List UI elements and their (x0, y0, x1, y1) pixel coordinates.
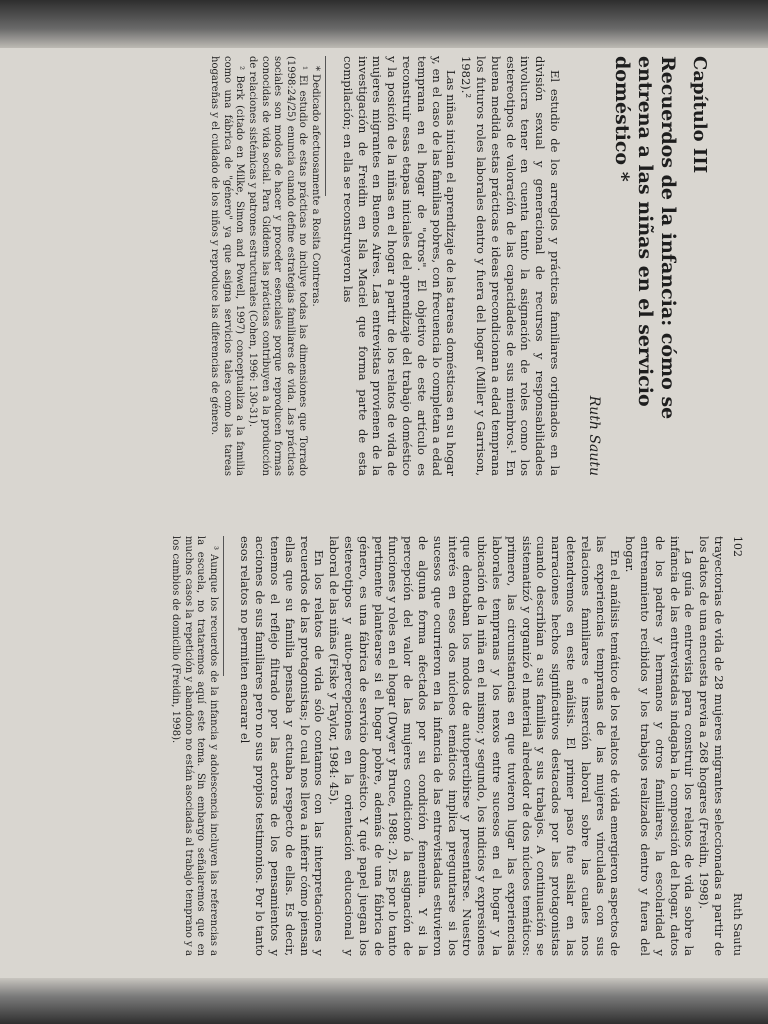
footnote: ¹ El estudio de estas prácticas no incluye todas las dimensiones que Torrado (1998:24/25) enuncia cuando define estrategias familiares de vida. Las prácticas sociales son modos de hacer y proceder esenciales porque reproducen formas conocidas de vida social. Para Giddens las prácticas contribuyen a la producción de relaciones sistémicas y patrones estructurales (Cohen, 1996: 130-31). (247, 56, 309, 476)
left-paragraph: El estudio de los arreglos y prácticas familiares originados en la división sexual y generacional de recursos y responsabilidades involucra tener en cuenta tanto la asignación de roles como los estereotipos de valoración de las capacidades de sus miembros.¹ En buena medida estas prácticas e ideas precondicionan a edad temprana los futuros roles laborales dentro y fuera del hogar (Miller y Garrison, 1982).² (459, 56, 562, 476)
left-running-head-spacer (726, 56, 744, 476)
page-number: 102 (731, 536, 744, 557)
footnote-rule (223, 536, 224, 676)
right-page (24, 536, 744, 956)
right-paragraph: En el análisis temático de los relatos de vida emergieron aspectos de las experiencias tempranas de las mujeres vinculadas con sus relaciones familiares e inserción laboral sobre las cuales nos detendremos en este análisis. El primer paso fue aislar en las narraciones hechos significativos destacados por las protagonistas cuando describían a sus familias y sus trabajos. A continuación se sistematizó y organizó el material alrededor de dos núcleos temáticos: primero, las circunstancias en que tuvieron lugar las experiencias laborales tempranas y los nexos entre sucesos en el hogar y la ubicación de la niña en el mismo; y segundo, los indicios y expresiones que denotaban los modos de autopercibirse y presentarse. Nuestro interés en esos dos núcleos temáticos implica preguntarse si los sucesos que ocurrieron en la infancia de las entrevistadas estuvieron de alguna forma afectados por su condición femenina. Y si la percepción del valor de las mujeres condicionó la asignación de funciones y roles en el hogar (Dwyer y Bruce, 1988: 2). Es por lo tanto pertinente plantearse si el hogar pobre, además de una fábrica de género, es una fábrica de servicio doméstico. Y qué papel juegan los estereotipos y auto-percepciones en la orientación educacional y laboral de las niñas (Fiske y Taylor, 1984: 45). (327, 536, 623, 956)
left-footnotes (208, 56, 321, 476)
right-footnotes (168, 536, 218, 956)
right-paragraph: En los relatos de vida sólo contamos con las interpretaciones y recuerdos de las protagonistas; lo cual nos lleva a inferir cómo piensan ellas que su familia pensaba y actuaba respecto de ellas. Es decir, tenemos el reflejo filtrado por las actoras de los pensamientos y acciones de sus familiares pero no sus propios testimonios. Por lo tanto esos relatos no permiten encarar el (238, 536, 327, 956)
footnote-rule (325, 56, 326, 196)
rotated-book-spread (24, 56, 744, 976)
right-running-head (726, 536, 744, 956)
left-paragraph: Las niñas inician el aprendizaje de las tareas domésticas en su hogar y, en el caso de las familias pobres, con frecuencia lo completan a edad temprana en el hogar de "otros". El objetivo de este artículo es reconstruir esas etapas iniciales del aprendizaje del trabajo doméstico y la posición de la niñas en el hogar a partir de los relatos de vida de mujeres migrantes en Buenos Aires. Las entrevistas provienen de la investigación de Freidin en Isla Maciel que forma parte de esta compilación; en ella se reconstruyeron las (340, 56, 459, 476)
running-head-author: Ruth Sautu (731, 892, 744, 956)
right-paragraph: La guía de entrevista para construir los relatos de vida sobre la infancia de las entrevistadas indagaba la composición del hogar, datos de los padres y hermanos y otros familiares, la escolaridad y entrenamiento recibidos y los trabajos realizados dentro y fuera del hogar. (623, 536, 697, 956)
right-paragraph: trayectorias de vida de 28 mujeres migrantes seleccionadas a partir de los datos de una encuesta previa a 268 hogares (Freidin, 1998). (697, 536, 726, 956)
left-page (24, 56, 744, 476)
chapter-author: Ruth Sautu (586, 395, 602, 476)
footnote: ² Berk (citado en Milke, Simon and Powell, 1997) conceptualiza a la familia como una fábrica de "género" ya que asigna servicios tales como las tareas hogareñas y el cuidado de los niños y reproduce las diferencias de género. (209, 56, 246, 476)
scan-edge-top (0, 0, 768, 48)
footnote: ³ Aunque los recuerdos de la infancia y adolescencia incluyen las referencias a la escuela, no trataremos aquí este tema. Sin embargo señalaremos que en muchos casos la repetición y abandono no están asociadas al trabajo temprano y a los cambios de domicilio (Freidin, 1998). (169, 536, 219, 956)
chapter-title: Recuerdos de la infancia: cómo se entrena a las niñas en el servicio doméstico * (611, 56, 679, 420)
chapter-label: Capítulo III (689, 56, 710, 174)
scan-edge-bottom (0, 978, 768, 1024)
footnote: * Dedicado afectuosamente a Rosita Contreras. (310, 66, 322, 307)
